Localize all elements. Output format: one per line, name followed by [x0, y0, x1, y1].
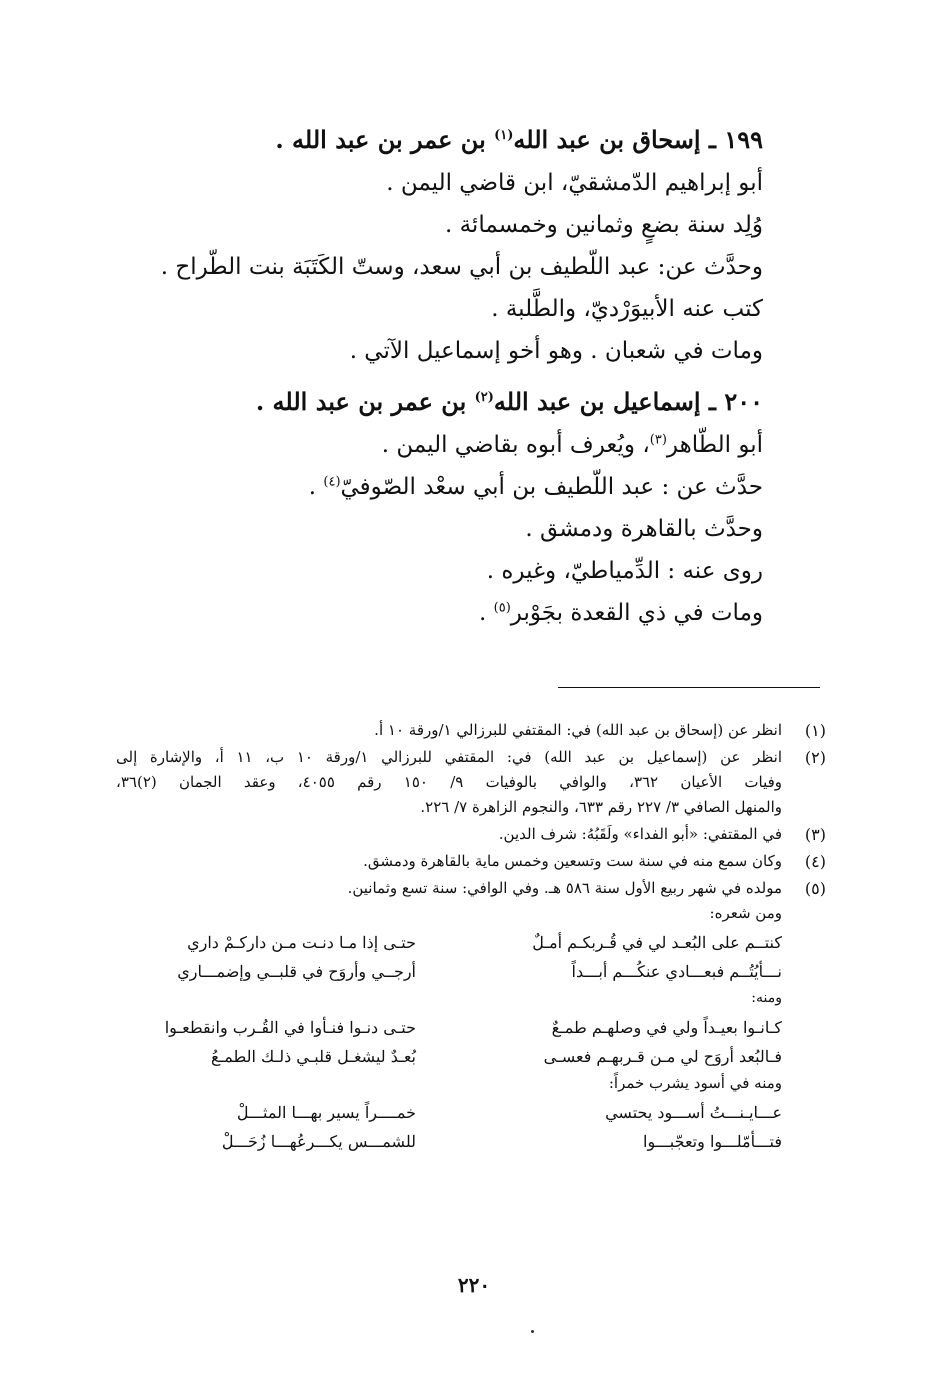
second-hemistich: خمــــراً يسير بهـــا المثـــلْ — [236, 1103, 416, 1122]
first-hemistich: كنتــم على البُعـد لي في قُـربكـم أمـلٌ — [532, 933, 782, 952]
entry-text: . — [479, 600, 494, 626]
entry-number: ٢٠٠ — [724, 387, 763, 416]
entry-line: وحدَّث بالقاهرة ودمشق . — [525, 516, 763, 542]
verse-intro: ومنه: — [751, 990, 782, 1006]
entry-line — [163, 424, 763, 466]
footnote-line: انظر عن (إسماعيل بن عبد الله) في: المقتفي للبرزالي ١/ورقة ١٠ ب، ١١ أ، والإشارة إلى — [116, 748, 783, 766]
entry-text: ومات في ذي القعدة بجَوْبر — [510, 600, 763, 626]
second-hemistich: بُعـدٌ ليشغـل قلبـي ذلـك الطمـعُ — [211, 1047, 416, 1066]
second-hemistich: حتـى إذا مـا دنـت مـن داركـمْ داري — [187, 933, 416, 952]
verse-line — [116, 1098, 782, 1127]
footnote-line: والمنهل الصافي ٣/ ٢٢٧ رقم ٦٣٣، والنجوم الزاهرة ٧/ ٢٢٦. — [420, 798, 782, 816]
entry-line: ومات في شعبان . وهو أخو إسماعيل الآتي . — [349, 338, 763, 364]
entry-line — [163, 592, 763, 634]
footnote-ref: (٣) — [649, 432, 667, 448]
entry-number: ١٩٩ — [724, 125, 763, 154]
footnote-number: (٥) — [804, 879, 826, 898]
entry-name: إسحاق بن عبد الله — [513, 125, 701, 154]
footnote-2 — [116, 745, 826, 820]
entry-line: وحدَّث عن: عبد اللّطيف بن أبي سعد، وستّ الكَتَبَة بنت الطّراح . — [160, 254, 763, 280]
footnote-number: (٣) — [804, 825, 826, 844]
footnote-body — [116, 1071, 782, 1096]
verse-intro-row — [116, 1071, 826, 1096]
footnote-5 — [116, 876, 826, 926]
poem-1 — [116, 928, 826, 986]
footnote-divider — [558, 687, 820, 688]
first-hemistich: فـالبُعد أروَح لي مـن قـربهـم فعسـى — [543, 1047, 782, 1066]
entry-text: حدَّث عن : عبد اللّطيف بن أبي سعْد الصّوفيّ — [340, 474, 763, 500]
footnotes — [116, 718, 826, 1156]
footnote-1 — [116, 718, 826, 743]
entry-line: وُلِد سنة بضعٍ وثمانين وخمسمائة . — [444, 212, 763, 238]
footnote-body — [116, 849, 782, 874]
second-hemistich: أرجــي وأروَح في قلبــي وإضمـــاري — [177, 962, 416, 981]
entry-name: إسماعيل بن عبد الله — [493, 387, 701, 416]
entry-line: أبو إبراهيم الدّمشقيّ، ابن قاضي اليمن . — [386, 170, 763, 196]
first-hemistich: نـــأيُتُــم فبعـــادي عنكُـــم أبـــداً — [571, 962, 782, 981]
verse-intro: ومن شعره: — [709, 904, 782, 922]
footnote-line: انظر عن (إسحاق بن عبد الله) في: المقتفي للبرزالي ١/ورقة ١٠ أ. — [374, 721, 782, 739]
first-hemistich: فتـــأمّلـــوا وتعجّبـــوا — [643, 1132, 782, 1151]
entry-200 — [163, 380, 763, 634]
footnote-line: في المقتفي: «أبو الفداء» ولَقَبُهُ: شرف الدين. — [498, 825, 782, 843]
entry-text: أبو الطّاهر — [666, 432, 763, 458]
verse-line — [116, 1013, 782, 1042]
entry-lineage: بن عمر بن عبد الله . — [275, 125, 486, 154]
entry-heading: ١٩٩ ـ إسحاق بن عبد الله$^{(١)}$ بن عمر بن عبد الله . — [275, 125, 763, 154]
footnote-number: (٢) — [804, 748, 826, 767]
second-hemistich: للشمـــس يكـــرعُهـــا زُحَـــلْ — [221, 1132, 416, 1151]
footnote-number: (٤) — [804, 852, 826, 871]
verse-intro-row — [116, 986, 826, 1011]
entry-199 — [160, 118, 763, 372]
entry-line: كتب عنه الأبيوَرْديّ، والطَّلبة . — [491, 296, 763, 322]
footnote-number: (١) — [804, 721, 826, 740]
verse-line — [116, 928, 782, 957]
verse-intro: ومنه في أسود يشرب خمراً: — [608, 1074, 782, 1092]
first-hemistich: كـانـوا بعيـداً ولي في وصلهـم طمـعٌ — [551, 1018, 782, 1037]
entry-text: ، ويُعرف أبوه بقاضي اليمن . — [381, 432, 650, 458]
verse-line — [116, 1127, 782, 1156]
footnote-body — [116, 718, 782, 743]
entry-text: . — [308, 474, 324, 500]
poem-3 — [116, 1098, 826, 1156]
entry-lineage: بن عمر بن عبد الله . — [255, 387, 467, 416]
footnote-ref: (٤) — [323, 474, 341, 490]
first-hemistich: عـــايـنـــتُ أســـود يحتسي — [605, 1103, 782, 1122]
entry-line — [163, 466, 763, 508]
footnote-line: وكان سمع منه في سنة ست وتسعين وخمس ماية بالقاهرة ودمشق. — [363, 852, 782, 870]
verse-line — [116, 1042, 782, 1071]
print-dot — [531, 1330, 534, 1333]
footnote-ref: (١) — [494, 128, 514, 143]
footnote-3 — [116, 822, 826, 847]
footnote-4 — [116, 849, 826, 874]
footnote-body — [116, 986, 782, 1011]
footnote-body — [116, 876, 782, 926]
page-number: ٢٢٠ — [457, 1273, 491, 1297]
footnote-line: مولده في شهر ربيع الأول سنة ٥٨٦ هـ. وفي الوافي: سنة تسع وثمانين. — [347, 879, 782, 897]
footnote-body — [116, 745, 782, 820]
footnote-line: وفيات الأعيان ٣٦٢، والوافي بالوفيات ٩/ ١٥٠ رقم ٤٠٥٥، وعقد الجمان (٢)٣٦، — [116, 773, 783, 791]
footnote-body — [116, 822, 782, 847]
verse-line — [116, 957, 782, 986]
entry-line: روى عنه : الدِّمياطيّ، وغيره . — [486, 558, 763, 584]
entry-heading: ٢٠٠ ـ إسماعيل بن عبد الله$^{(٢)}$ بن عمر بن عبد الله . — [255, 387, 763, 416]
footnote-ref: (٢) — [474, 390, 494, 405]
poem-2 — [116, 1013, 826, 1071]
footnote-ref: (٥) — [493, 600, 511, 616]
second-hemistich: حتـى دنـوا فنـأوا في القُـرب وانقطعـوا — [164, 1018, 416, 1037]
main-text — [160, 118, 763, 634]
